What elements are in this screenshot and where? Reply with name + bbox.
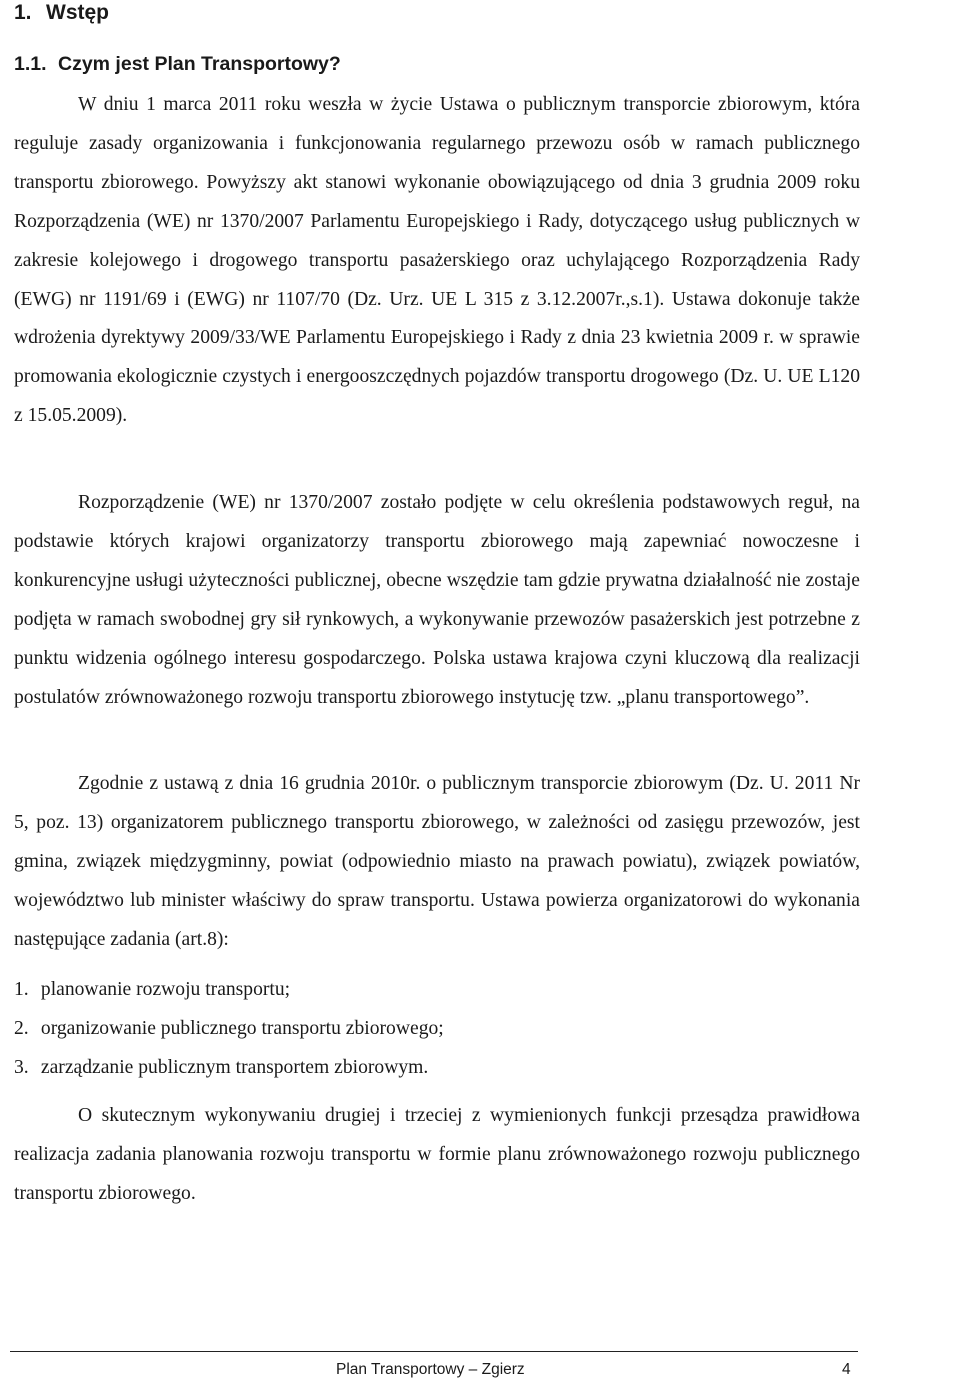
list-item xyxy=(14,1049,860,1088)
list-item-number: 1. xyxy=(14,979,29,1000)
list-item xyxy=(14,971,860,1010)
page-number: 4 xyxy=(842,1361,851,1378)
task-list xyxy=(14,971,860,1088)
paragraph-conclusion: O skutecznym wykonywaniu drugiej i trzeciej z wymienionych funkcji przesądza prawidłowa realizacja zadania planowania rozwoju transportu w formie planu zrównoważonego rozwoju publicznego transportu zbiorowego. xyxy=(14,1105,860,1204)
subsection-title: Czym jest Plan Transportowy? xyxy=(58,53,341,75)
list-item-number: 2. xyxy=(14,1017,29,1039)
list-item xyxy=(14,1010,860,1049)
list-item-text: organizowanie publicznego transportu zbiorowego; xyxy=(40,1017,444,1039)
footer-divider xyxy=(10,1351,858,1352)
section-number: 1. xyxy=(14,1,32,24)
footer-title: Plan Transportowy – Zgierz xyxy=(336,1361,525,1378)
section-heading xyxy=(14,0,109,26)
section-title: Wstęp xyxy=(46,1,109,24)
list-item-text: zarządzanie publicznym transportem zbiorowym. xyxy=(40,1056,429,1078)
subsection-number: 1.1. xyxy=(14,53,47,75)
paragraph-organizer: Zgodnie z ustawą z dnia 16 grudnia 2010r. o publicznym transporcie zbiorowym (Dz. U. 2011 Nr 5, poz. 13) organizatorem publicznego transportu zbiorowego, w zależności od zasięgu przewozów, jest gmina, związek międzygminny, powiat (odpowiednio miasto na prawach powiatu), związek powiatów, województwo lub minister właściwy do spraw transportu. Ustawa powierza organizatorowi do wykonania następujące zadania (art.8): xyxy=(14,773,860,950)
subsection-heading xyxy=(14,51,341,77)
paragraph-intro: W dniu 1 marca 2011 roku weszła w życie Ustawa o publicznym transporcie zbiorowym, która reguluje zasady organizowania i funkcjonowania regularnego przewozu osób w ramach publicznego transportu zbiorowego. Powyższy akt stanowi wykonanie obowiązującego od dnia 3 grudnia 2009 roku Rozporządzenia (WE) nr 1370/2007 Parlamentu Europejskiego i Rady, dotyczącego usług publicznych w zakresie kolejowego i drogowego transportu pasażerskiego oraz uchylającego Rozporządzenia Rady (EWG) nr 1191/69 i (EWG) nr 1107/70 (Dz. Urz. UE L 315 z 3.12.2007r.,s.1). Ustawa dokonuje także wdrożenia dyrektywy 2009/33/WE Parlamentu Europejskiego i Rady z dnia 23 kwietnia 2009 r. w sprawie promowania ekologicznie czystych i energooszczędnych pojazdów transportu drogowego (Dz. U. UE L120 z 15.05.2009). xyxy=(14,94,860,427)
list-item-number: 3. xyxy=(14,1056,29,1078)
list-item-text: planowanie rozwoju transportu; xyxy=(40,979,291,1000)
paragraph-regulation: Rozporządzenie (WE) nr 1370/2007 zostało podjęte w celu określenia podstawowych reguł, na podstawie których krajowi organizatorzy transportu zbiorowego mają zapewniać nowoczesne i konkurencyjne usługi użyteczności publicznej, obecne wszędzie tam gdzie prywatna działalność nie zostaje podjęta w ramach swobodnej gry sił rynkowych, a wykonywanie przewozów pasażerskich jest potrzebne z punktu widzenia ogólnego interesu gospodarczego. Polska ustawa krajowa czyni kluczową dla realizacji postulatów zrównoważonego rozwoju transportu zbiorowego instytucję tzw. „planu transportowego”. xyxy=(14,492,860,708)
